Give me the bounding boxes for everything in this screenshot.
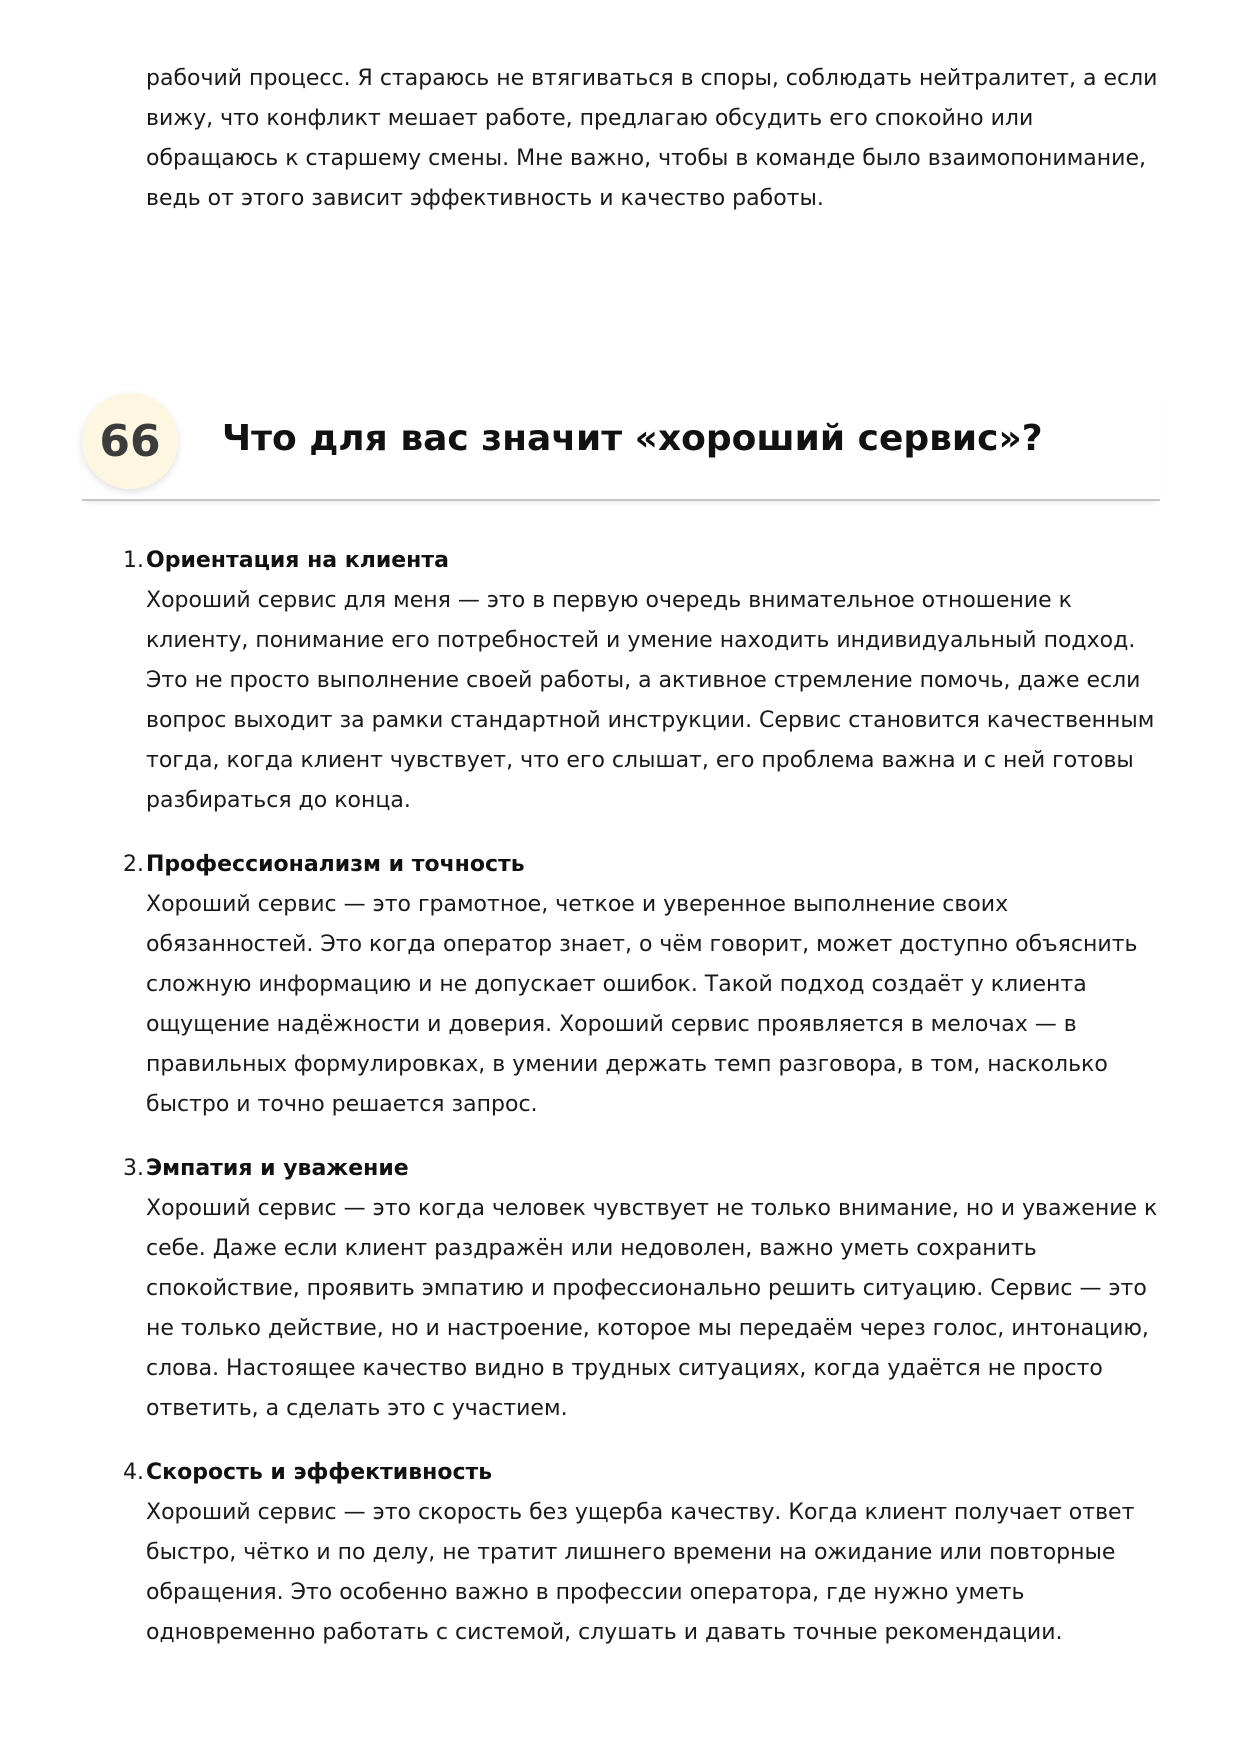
- question-number-badge: 66: [82, 393, 178, 489]
- answer-heading: [123, 1149, 1166, 1189]
- answer-title: Эмпатия и уважение: [146, 1156, 409, 1181]
- answer-heading: [123, 1453, 1166, 1493]
- answer-item: [123, 845, 1166, 1125]
- answer-text: Хороший сервис — это грамотное, четкое и уверенное выполнение своих обязанностей. Это когда оператор знает, о чём говорит, может доступно объяснить сложную информацию и не допускает ошибок. Такой подход создаёт у клиента ощущение надёжности и доверия. Хороший сервис проявляется в мелочах — в правильных формулировках, в умении держать темп разговора, в том, насколько быстро и точно решается запрос.: [146, 892, 1138, 1117]
- answer-item: [123, 1149, 1166, 1429]
- answer-item: [123, 1453, 1166, 1653]
- answer-number: 2.: [123, 852, 144, 877]
- answer-heading: [123, 541, 1166, 581]
- answer-title: Ориентация на клиента: [146, 548, 449, 573]
- answer-text: Хороший сервис для меня — это в первую очередь внимательное отношение к клиенту, понимание его потребностей и умение находить индивидуальный подход. Это не просто выполнение своей работы, а активное стремление помочь, даже если вопрос выходит за рамки стандартной инструкции. Сервис становится качественным тогда, когда клиент чувствует, что его слышат, его проблема важна и с ней готовы разбираться до конца.: [146, 588, 1155, 813]
- intro-paragraph: рабочий процесс. Я стараюсь не втягиваться в споры, соблюдать нейтралитет, а если вижу, что конфликт мешает работе, предлагаю обсудить его спокойно или обращаюсь к старшему смены. Мне важно, чтобы в команде было взаимопонимание, ведь от этого зависит эффективность и качество работы.: [146, 66, 1158, 211]
- answer-title: Скорость и эффективность: [146, 1460, 493, 1485]
- answer-heading: [123, 845, 1166, 885]
- answer-text: Хороший сервис — это скорость без ущерба качеству. Когда клиент получает ответ быстро, чётко и по делу, не тратит лишнего времени на ожидание или повторные обращения. Это особенно важно в профессии оператора, где нужно уметь одновременно работать с системой, слушать и давать точные рекомендации.: [146, 1500, 1135, 1645]
- answer-item: [123, 541, 1166, 821]
- answer-list: [123, 541, 1166, 1677]
- answer-text: Хороший сервис — это когда человек чувствует не только внимание, но и уважение к себе. Даже если клиент раздражён или недоволен, важно уметь сохранить спокойствие, проявить эмпатию и профессионально решить ситуацию. Сервис — это не только действие, но и настроение, которое мы передаём через голос, интонацию, слова. Настоящее качество видно в трудных ситуациях, когда удаётся не просто ответить, а сделать это с участием.: [146, 1196, 1158, 1421]
- question-title: Что для вас значит «хороший сервис»?: [222, 418, 1043, 459]
- answer-number: 4.: [123, 1460, 144, 1485]
- answer-number: 1.: [123, 548, 144, 573]
- question-header: [82, 393, 1160, 501]
- answer-title: Профессионализм и точность: [146, 852, 525, 877]
- answer-number: 3.: [123, 1156, 144, 1181]
